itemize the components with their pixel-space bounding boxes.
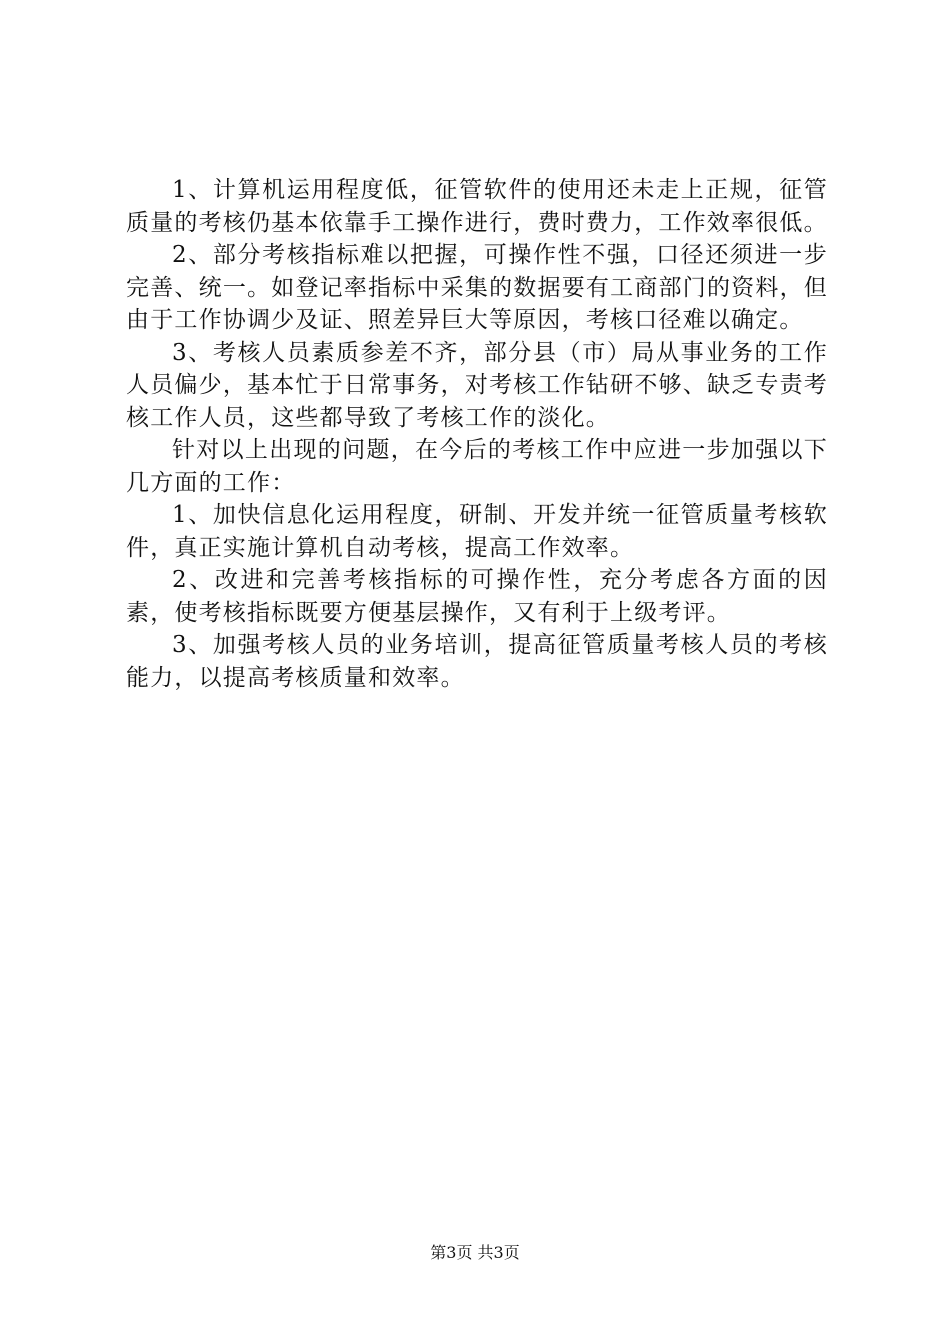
- paragraph-problem-1: 1、计算机运用程度低，征管软件的使用还未走上正规，征管质量的考核仍基本依靠手工操作进行，费时费力，工作效率很低。: [126, 177, 828, 236]
- paragraph-measure-1: 1、加快信息化运用程度，研制、开发并统一征管质量考核软件，真正实施计算机自动考核，提高工作效率。: [126, 502, 828, 561]
- paragraph-measure-2: 2、改进和完善考核指标的可操作性，充分考虑各方面的因素，使考核指标既要方便基层操作，又有利于上级考评。: [126, 567, 828, 626]
- paragraph-transition: 针对以上出现的问题，在今后的考核工作中应进一步加强以下几方面的工作：: [126, 437, 828, 496]
- document-body: [126, 174, 828, 694]
- paragraph-problem-2: 2、部分考核指标难以把握，可操作性不强，口径还须进一步完善、统一。如登记率指标中采集的数据要有工商部门的资料，但由于工作协调少及证、照差异巨大等原因，考核口径难以确定。: [126, 242, 828, 333]
- paragraph-measure-3: 3、加强考核人员的业务培训，提高征管质量考核人员的考核能力，以提高考核质量和效率。: [126, 632, 828, 691]
- page-footer: 第3页 共3页: [430, 1243, 520, 1262]
- paragraph-problem-3: 3、考核人员素质参差不齐，部分县（市）局从事业务的工作人员偏少，基本忙于日常事务，对考核工作钻研不够、缺乏专责考核工作人员，这些都导致了考核工作的淡化。: [126, 339, 828, 431]
